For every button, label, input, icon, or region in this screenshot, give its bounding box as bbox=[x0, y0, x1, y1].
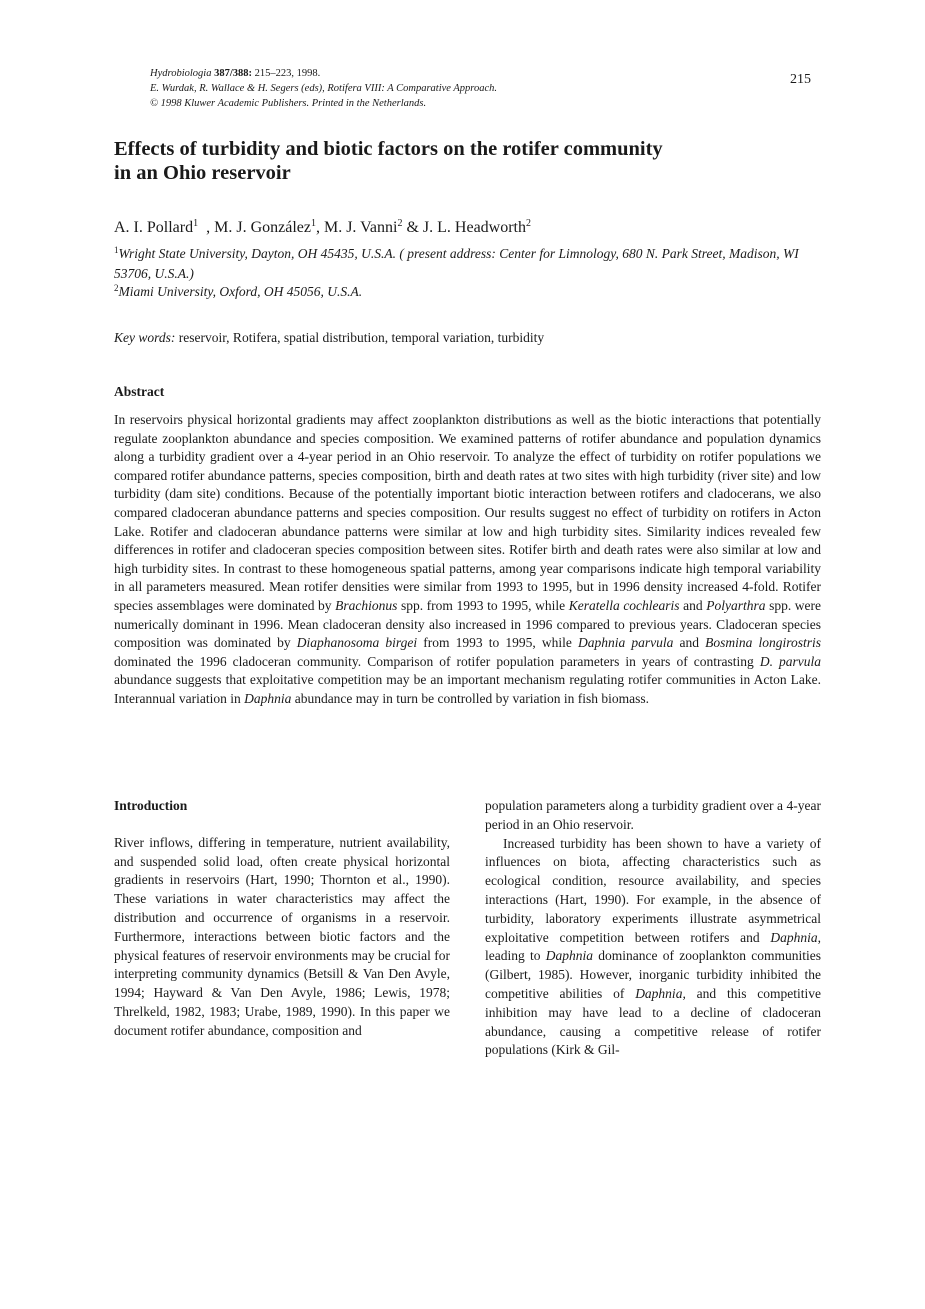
column-right bbox=[485, 797, 821, 1060]
keywords bbox=[114, 329, 544, 347]
author-list bbox=[114, 214, 531, 238]
journal-name: Hydrobiologia bbox=[150, 68, 212, 79]
taxon-name: D. parvula bbox=[759, 653, 822, 669]
intro-paragraph: population parameters along a turbidity gradient over a 4-year period in an Ohio reservoir. bbox=[485, 798, 821, 832]
author-sup: 2 bbox=[526, 218, 531, 229]
body-text: and this competitive inhibition may have lead to a decline of cladoceran abundance, causing a competitive release of rotifer populations (Kirk & Gil- bbox=[485, 985, 821, 1058]
editors-line: E. Wurdak, R. Wallace & H. Segers (eds), Rotifera VIII: A Comparative Approach. bbox=[150, 83, 498, 94]
affiliation-text: Wright State University, Dayton, OH 45435, U.S.A. ( present address: Center for Limnology, 680 N. Park Street, Madison, WI 53706, U.S.A.) bbox=[114, 246, 799, 281]
abstract-text: abundance may in turn be controlled by variation in fish biomass. bbox=[291, 690, 649, 706]
taxon-name: Polyarthra bbox=[706, 597, 766, 613]
citation-line bbox=[150, 66, 497, 81]
author-vanni: , M. J. Vanni bbox=[315, 219, 398, 236]
copyright-line: © 1998 Kluwer Academic Publishers. Printed in the Netherlands. bbox=[150, 98, 427, 109]
abstract-text: from 1993 to 1995, while bbox=[417, 635, 578, 651]
author-gonzalez: , M. J. González bbox=[206, 219, 311, 236]
abstract-text: abundance suggests that exploitative competition may be an important mechanism regulating rotifer communities in Acton Lake. Interannual variation in bbox=[114, 672, 821, 706]
paper-title bbox=[114, 137, 814, 185]
taxon-name: Daphnia, bbox=[635, 985, 686, 1001]
intro-paragraph bbox=[485, 835, 821, 1061]
keywords-text: reservoir, Rotifera, spatial distribution, temporal variation, turbidity bbox=[175, 330, 545, 345]
abstract-text: and bbox=[673, 635, 706, 651]
taxon-name: Brachionus bbox=[335, 597, 398, 613]
taxon-name: Daphnia bbox=[244, 690, 292, 706]
introduction-heading: Introduction bbox=[114, 798, 188, 813]
body-text: , leading to bbox=[485, 929, 821, 964]
abstract-text: In reservoirs physical horizontal gradients may affect zooplankton distributions as well as the biotic interactions that potentially regulate zooplankton abundance and species composition. We examined patterns of rotifer abundance and population dynamics along a turbidity gradient over a 4-year period in an Ohio reservoir. To analyze the effect of turbidity on rotifer populations we compared rotifer abundance patterns, species composition, birth and death rates at two sites with high turbidity (river site) and low turbidity (dam site) conditions. Because of the potentially important biotic interaction between rotifers and cladocerans, we also compared cladoceran abundance patterns and species composition. Our results suggest no effect of turbidity on rotifers in Acton Lake. Rotifer and cladoceran abundance patterns were similar at low and high turbidity sites. Similarity indices revealed few differences in rotifer and cladoceran species composition between sites. Rotifer birth and death rates were also similar at low and high turbidity sites. In contrast to these homogeneous spatial patterns, among year comparisons indicate high temporal variability in all parameters measured. Mean rotifer densities were similar from 1993 to 1995, but in 1996 density increased 4-fold. Rotifer species assemblages were dominated by bbox=[114, 412, 821, 613]
affiliation-sup: 2 bbox=[114, 283, 119, 293]
keywords-label: Key words: bbox=[114, 330, 176, 345]
taxon-name: Diaphanosoma birgei bbox=[296, 635, 418, 651]
author-sup: 1 bbox=[193, 218, 199, 229]
body-text: dominance of zooplankton communities (Gilbert, 1985). However, inorganic turbidity inhibited the competitive abilities of bbox=[485, 948, 821, 1001]
volume: 387/388: bbox=[214, 68, 252, 79]
taxon-name: Keratella cochlearis bbox=[568, 597, 680, 613]
taxon-name: Daphnia parvula bbox=[577, 635, 674, 651]
title-line-2: in an Ohio reservoir bbox=[114, 162, 291, 184]
taxon-name: Bosmina longirostris bbox=[705, 635, 821, 651]
abstract-body bbox=[114, 411, 821, 709]
author-sup: 1 bbox=[310, 218, 316, 229]
author-sup: 2 bbox=[397, 218, 403, 229]
author-pollard: A. I. Pollard bbox=[114, 219, 194, 236]
affiliation-2 bbox=[114, 278, 822, 302]
title-line-1: Effects of turbidity and biotic factors on the rotifer community bbox=[114, 138, 663, 160]
abstract-text: dominated the 1996 cladoceran community. Comparison of rotifer population parameters in years of contrasting bbox=[114, 653, 760, 669]
affiliation-text: Miami University, Oxford, OH 45056, U.S.A. bbox=[118, 284, 363, 299]
column-left bbox=[114, 797, 450, 1041]
pages-year: 215–223, 1998. bbox=[254, 68, 321, 79]
abstract-text: and bbox=[679, 597, 707, 613]
abstract-text: spp. were numerically dominant in 1996. Mean cladoceran density also increased in 1996 compared to previous years. Cladoceran species composition was dominated by bbox=[114, 597, 822, 651]
body-text: Increased turbidity has been shown to have a variety of influences on biota, affecting characteristics such as ecological condition, resource availability, and species interactions (Hart, 1990). For example, in the absence of turbidity, laboratory experiments illustrate asymmetrical exploitative competition between rotifers and bbox=[485, 835, 821, 945]
taxon-name: Daphnia bbox=[545, 948, 594, 964]
taxon-name: Daphnia bbox=[770, 929, 818, 945]
abstract-heading: Abstract bbox=[114, 384, 165, 399]
abstract-text: spp. from 1993 to 1995, while bbox=[397, 597, 569, 613]
journal-header bbox=[150, 66, 497, 111]
author-headworth: & J. L. Headworth bbox=[402, 219, 526, 236]
page-number: 215 bbox=[790, 72, 811, 87]
affiliation-sup: 1 bbox=[114, 245, 119, 255]
intro-paragraph: River inflows, differing in temperature, nutrient availability, and suspended solid load, often create physical horizontal gradients in reservoirs (Hart, 1990; Thornton et al., 1990). These variations in water characteristics may affect the distribution and occurrence of organisms in a reservoir. Furthermore, interactions between biotic factors and the physical features of reservoir environments may be crucial for interpreting community dynamics (Betsill & Van Den Avyle, 1994; Hayward & Van Den Avyle, 1986; Lewis, 1978; Threlkeld, 1982, 1983; Urabe, 1989, 1990). In this paper we document rotifer abundance, composition and bbox=[114, 834, 450, 1038]
